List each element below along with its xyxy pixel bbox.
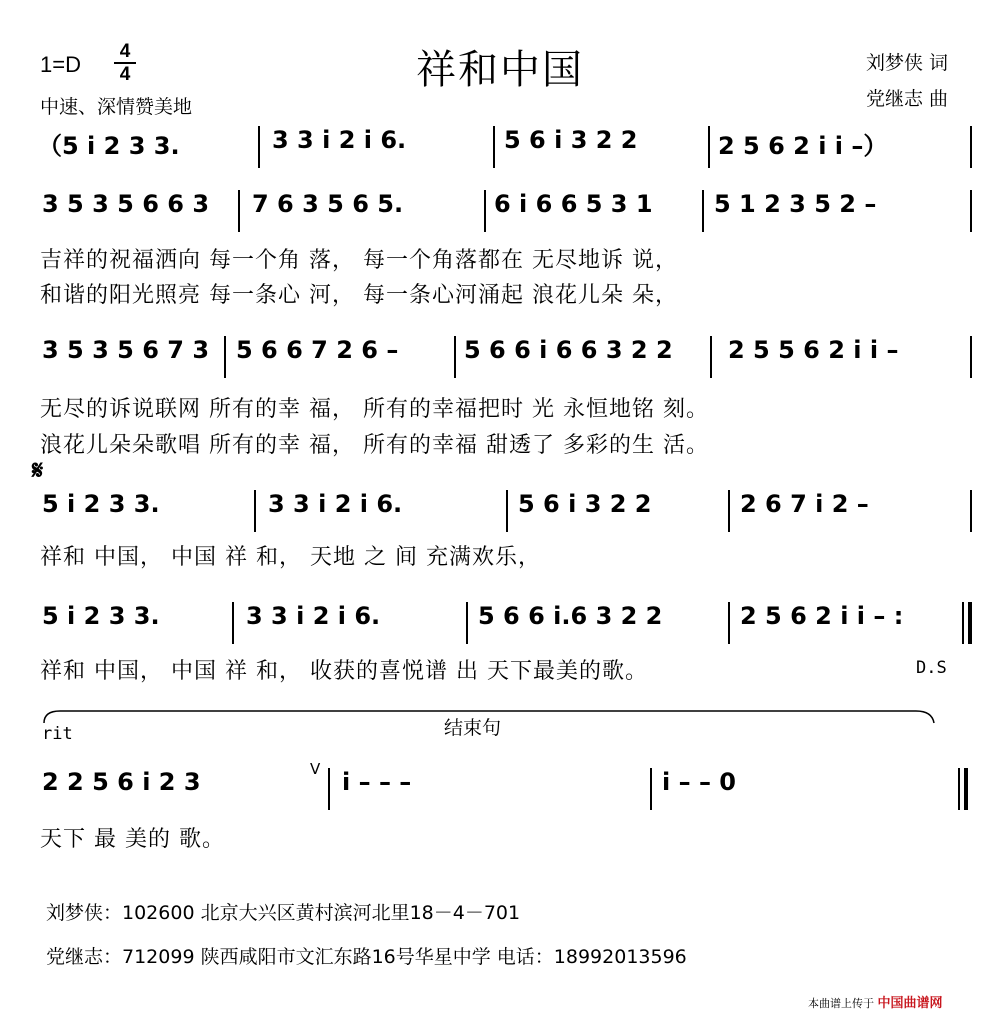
measure: 3 3 i 2 i 6. [272,126,407,154]
lyrics-line: 祥和 中国， 中国 祥 和， 天地 之 间 充满欢乐， [40,545,541,570]
measure: 5 6 i 3 2 2 [518,490,652,518]
measure: 2 5 6 2 i i –） [718,132,888,160]
measure: 5 6 6 7 2 6 – [236,336,399,364]
lyrics-line: 浪花儿朵朵歌唱 所有的幸 福， 所有的幸福 甜透了 多彩的生 活。 [40,433,709,458]
measure: 7 6 3 5 6 5. [252,190,404,218]
time-signature-top: 4 [119,41,131,62]
segno-sign: 𝄋 [32,456,44,486]
composer-contact: 党继志：712099 陕西咸阳市文汇东路16号华星中学 电话：18992013596 [46,946,687,968]
ending-label: 结束句 [444,717,502,739]
measure: 2 5 6 2 i i – : [740,602,904,630]
score-row-6 [38,760,978,822]
dal-segno-mark: D.S [916,658,947,678]
measure: i – – – [342,768,412,796]
measure: 3 3 i 2 i 6. [246,602,381,630]
lyricist-credit: 刘梦侠 词 [866,52,949,74]
source-footer [808,992,943,1011]
lyrics-line: 祥和 中国， 中国 祥 和， 收获的喜悦谱 出 天下最美的歌。 [40,659,648,684]
measure: i – – 0 [662,768,736,796]
measure: 6 i 6 6 5 3 1 [494,190,653,218]
measure: 2 2 5 6 i 2 3 [42,768,201,796]
lyricist-contact: 刘梦侠：102600 北京大兴区黄村滨河北里18－4－701 [46,902,521,924]
measure: 5 6 i 3 2 2 [504,126,638,154]
score-row-4 [38,490,978,544]
site-logo: 中国曲谱网 [877,996,943,1011]
tempo-marking: 中速、深情赞美地 [40,96,193,118]
measure: 3 3 i 2 i 6. [268,490,403,518]
measure: 5 i 2 3 3. [42,490,160,518]
score-row-5 [38,602,978,656]
key-signature: 1=D [40,52,81,77]
measure: 5 i 2 3 3. [42,602,160,630]
measure: 5 1 2 3 5 2 – [714,190,877,218]
ritardando-mark: rit [42,724,73,744]
score-row-2 [38,190,978,244]
measure: 3 5 3 5 6 7 3 [42,336,210,364]
breath-mark: V [310,760,321,778]
measure: （5 i 2 3 3. [38,132,180,160]
measure: 2 6 7 i 2 – [740,490,869,518]
score-row-1 [38,126,978,180]
composer-credit: 党继志 曲 [866,88,949,110]
time-signature-bottom: 4 [119,64,131,85]
lyrics-line: 天下 最 美的 歌。 [40,827,225,852]
measure: 5 6 6 i.6 3 2 2 [478,602,663,630]
measure: 3 5 3 5 6 6 3 [42,190,210,218]
lyrics-line: 无尽的诉说联网 所有的幸 福， 所有的幸福把时 光 永恒地铭 刻。 [40,397,709,422]
measure: 5 6 6 i 6 6 3 2 2 [464,336,673,364]
lyrics-line: 吉祥的祝福洒向 每一个角 落， 每一个角落都在 无尽地诉 说， [40,248,678,273]
song-title: 祥和中国 [416,47,584,93]
lyrics-line: 和谐的阳光照亮 每一条心 河， 每一条心河涌起 浪花儿朵 朵， [40,283,678,308]
footer-text: 本曲谱上传于 [808,997,874,1010]
score-row-3 [38,336,978,390]
measure: 2 5 5 6 2 i i – [728,336,899,364]
